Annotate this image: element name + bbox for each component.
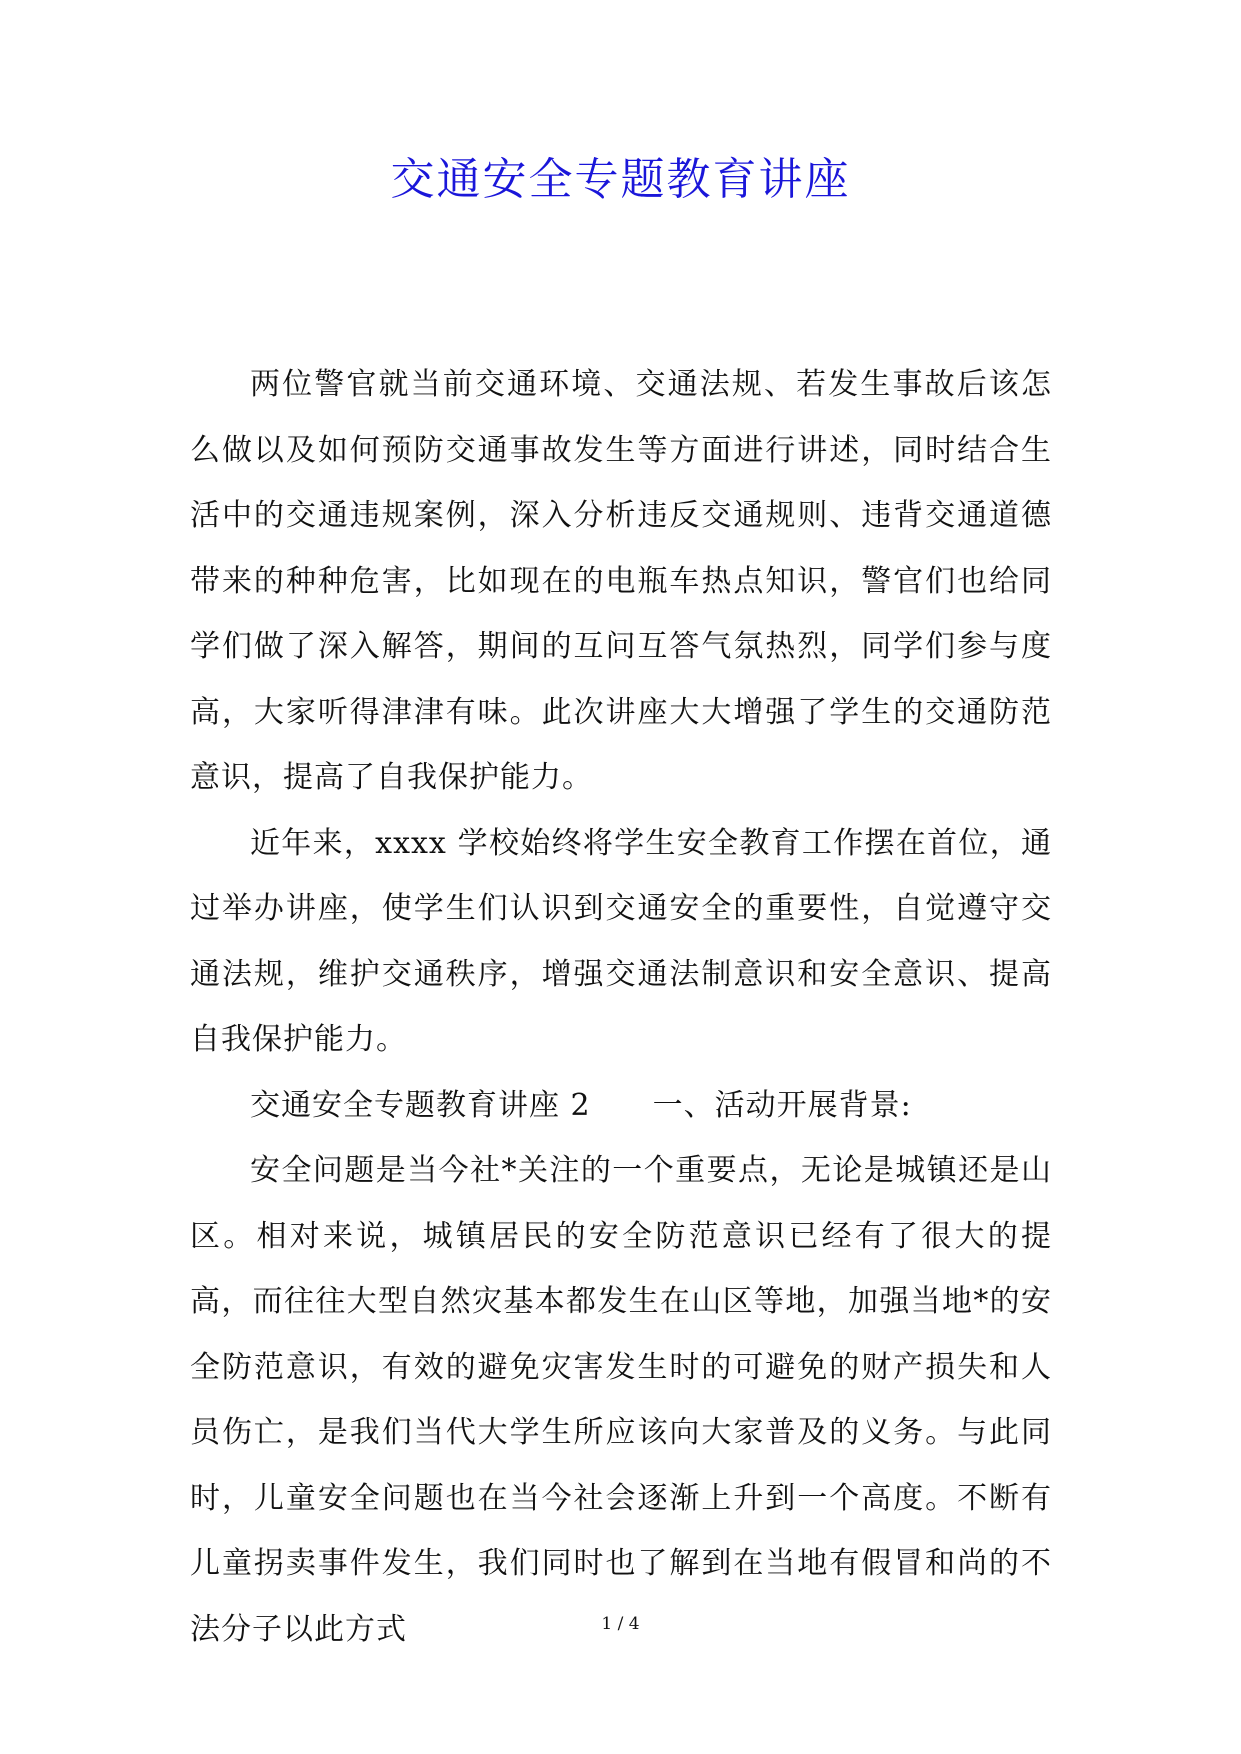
paragraph: 近年来，xxxx 学校始终将学生安全教育工作摆在首位，通过举办讲座，使学生们认识到交通安全的重要性，自觉遵守交通法规，维护交通秩序，增强交通法制意识和安全意识、提高自我保护能力。	[190, 825, 1052, 1057]
document-title: 交通安全专题教育讲座	[390, 154, 851, 205]
document-body	[190, 352, 1052, 1662]
paragraph: 两位警官就当前交通环境、交通法规、若发生事故后该怎么做以及如何预防交通事故发生等方面进行讲述，同时结合生活中的交通违规案例，深入分析违反交通规则、违背交通道德带来的种种危害，比如现在的电瓶车热点知识，警官们也给同学们做了深入解答，期间的互问互答气氛热烈，同学们参与度高，大家听得津津有味。此次讲座大大增强了学生的交通防范意识，提高了自我保护能力。	[190, 367, 1052, 795]
paragraph: 交通安全专题教育讲座 2 一、活动开展背景:	[250, 1087, 912, 1123]
paragraph: 安全问题是当今社*关注的一个重要点，无论是城镇还是山区。相对来说，城镇居民的安全防范意识已经有了很大的提高，而往往大型自然灾基本都发生在山区等地，加强当地*的安全防范意识，有效的避免灾害发生时的可避免的财产损失和人员伤亡，是我们当代大学生所应该向大家普及的义务。与此同时，儿童安全问题也在当今社会逐渐上升到一个高度。不断有儿童拐卖事件发生，我们同时也了解到在当地有假冒和尚的不法分子以此方式	[190, 1153, 1052, 1647]
page-number: 1 / 4	[601, 1614, 640, 1634]
